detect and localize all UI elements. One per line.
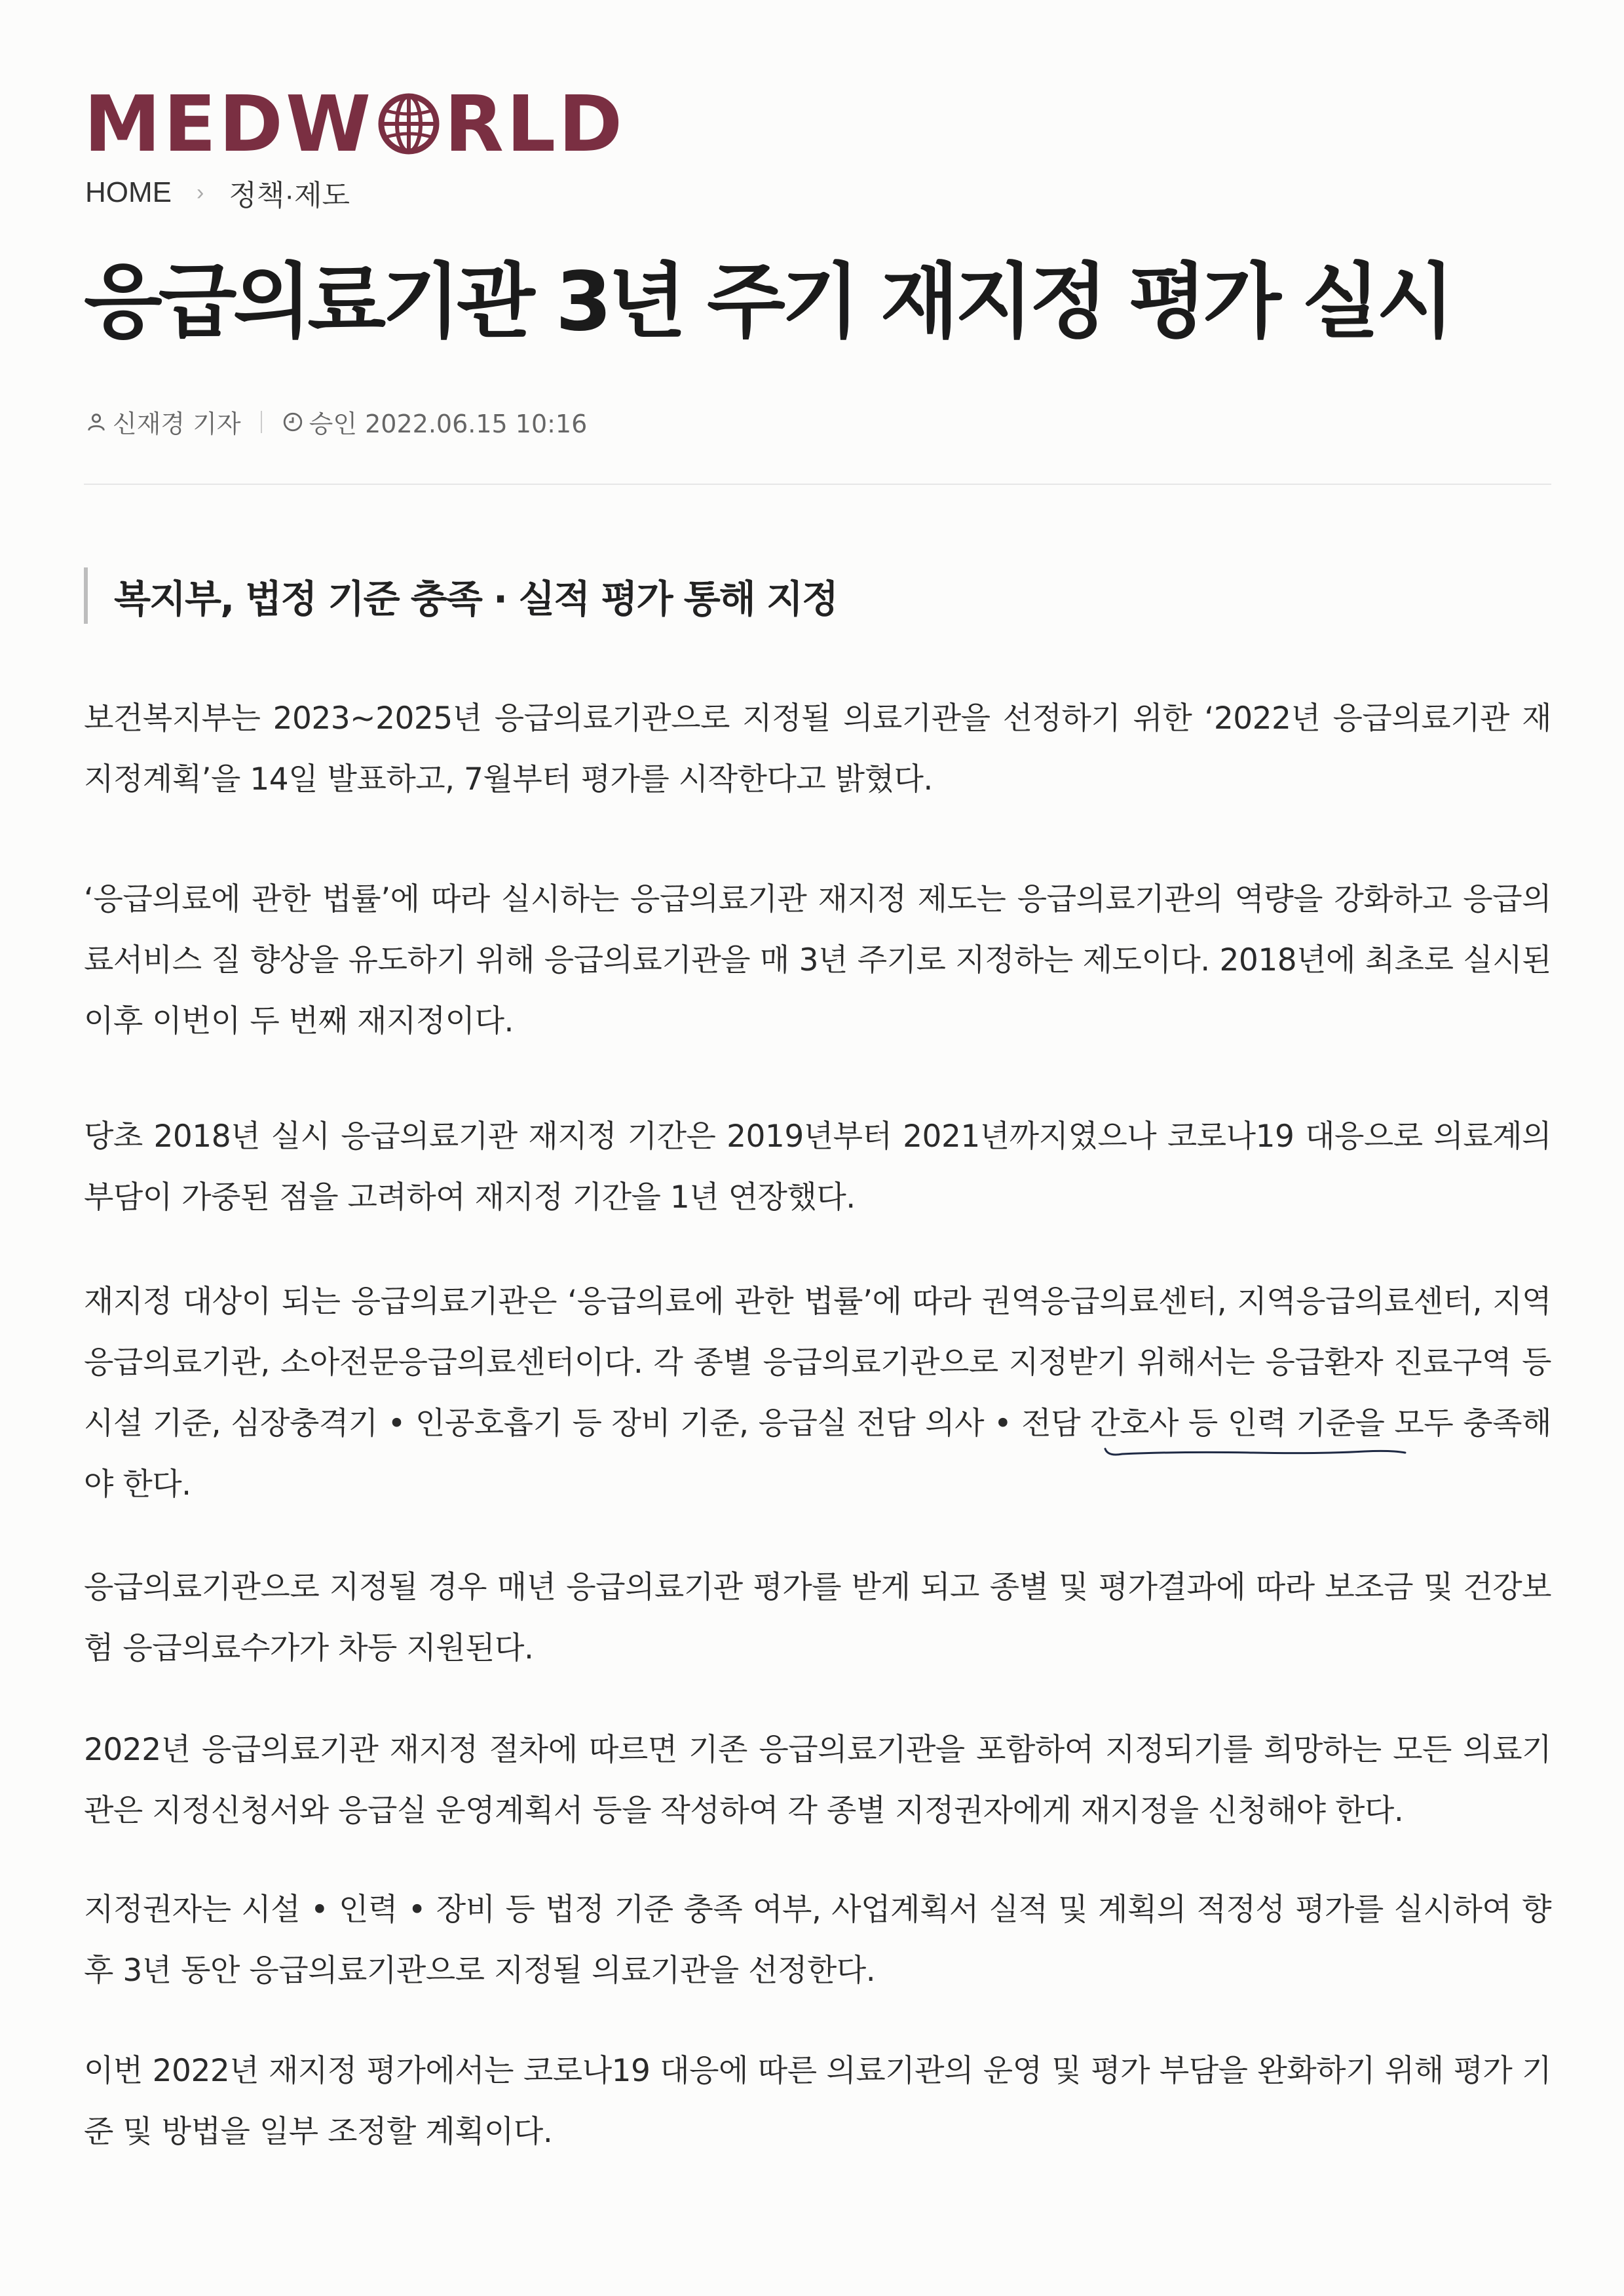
paragraph: 응급의료기관으로 지정될 경우 매년 응급의료기관 평가를 받게 되고 종별 및 평가결과에 따라 보조금 및 건강보험 응급의료수가가 차등 지원된다.	[84, 1569, 1551, 1666]
paragraph: 재지정 대상이 되는 응급의료기관은 ‘응급의료에 관한 법률’에 따라 권역응급의료센터, 지역응급의료센터, 지역응급의료기관, 소아전문응급의료센터이다. 각 종별 응급의료기관으로 지정받기 위해서는 응급환자 진료구역 등 시설 기준, 심장충격기 • 인공호흡기 등 장비 기준, 응급실 전담 의사 • 전담 간호사 등 인력 기준을 모두 충족해야 한다.	[84, 1284, 1552, 1502]
paragraph: ‘응급의료에 관한 법률’에 따라 실시하는 응급의료기관 재지정 제도는 응급의료기관의 역량을 강화하고 응급의료서비스 질 향상을 유도하기 위해 응급의료기관을 매 3년 주기로 지정하는 제도이다. 2018년에 최초로 실시된 이후 이번이 두 번째 재지정이다.	[84, 881, 1551, 1039]
site-logo[interactable]	[84, 79, 626, 169]
paragraph: 보건복지부는 2023~2025년 응급의료기관으로 지정될 의료기관을 선정하기 위한 ‘2022년 응급의료기관 재지정계획’을 14일 발표하고, 7월부터 평가를 시작한다고 밝혔다.	[84, 700, 1551, 797]
chevron-right-icon: ›	[197, 180, 204, 205]
breadcrumb-home[interactable]: HOME	[85, 176, 172, 208]
logo-text-start: MEDW	[84, 79, 374, 169]
paragraph: 당초 2018년 실시 응급의료기관 재지정 기간은 2019년부터 2021년까지였으나 코로나19 대응으로 의료계의 부담이 가중된 점을 고려하여 재지정 기간을 1년 연장했다.	[84, 1119, 1551, 1215]
paragraph: 지정권자는 시설 • 인력 • 장비 등 법정 기준 충족 여부, 사업계획서 실적 및 계획의 적정성 평가를 실시하여 향후 3년 동안 응급의료기관으로 지정될 의료기관을 선정한다.	[84, 1892, 1551, 1989]
logo-text-end: RLD	[444, 79, 626, 169]
article-title: 응급의료기관 3년 주기 재지정 평가 실시	[84, 255, 1451, 349]
article-subheading: 복지부, 법정 기준 충족 · 실적 평가 통해 지정	[84, 567, 837, 624]
article-meta	[85, 404, 587, 440]
approval-timestamp: 승인 2022.06.15 10:16	[309, 410, 588, 438]
paragraph: 이번 2022년 재지정 평가에서는 코로나19 대응에 따른 의료기관의 운영 및 평가 부담을 완화하기 위해 평가 기준 및 방법을 일부 조정할 계획이다.	[84, 2053, 1551, 2150]
breadcrumb	[85, 172, 350, 214]
paragraph: 2022년 응급의료기관 재지정 절차에 따르면 기존 응급의료기관을 포함하여 지정되기를 희망하는 모든 의료기관은 지정신청서와 응급실 운영계획서 등을 작성하여 각 종별 지정권자에게 재지정을 신청해야 한다.	[84, 1732, 1551, 1829]
breadcrumb-section[interactable]: 정책·제도	[229, 180, 350, 212]
handwritten-underline	[1103, 1437, 1410, 1463]
author-name[interactable]: 신재경 기자	[113, 410, 241, 438]
person-icon	[85, 411, 107, 433]
header-divider	[84, 484, 1551, 485]
clock-icon	[282, 411, 304, 433]
meta-divider	[261, 411, 262, 433]
globe-icon	[376, 91, 442, 157]
